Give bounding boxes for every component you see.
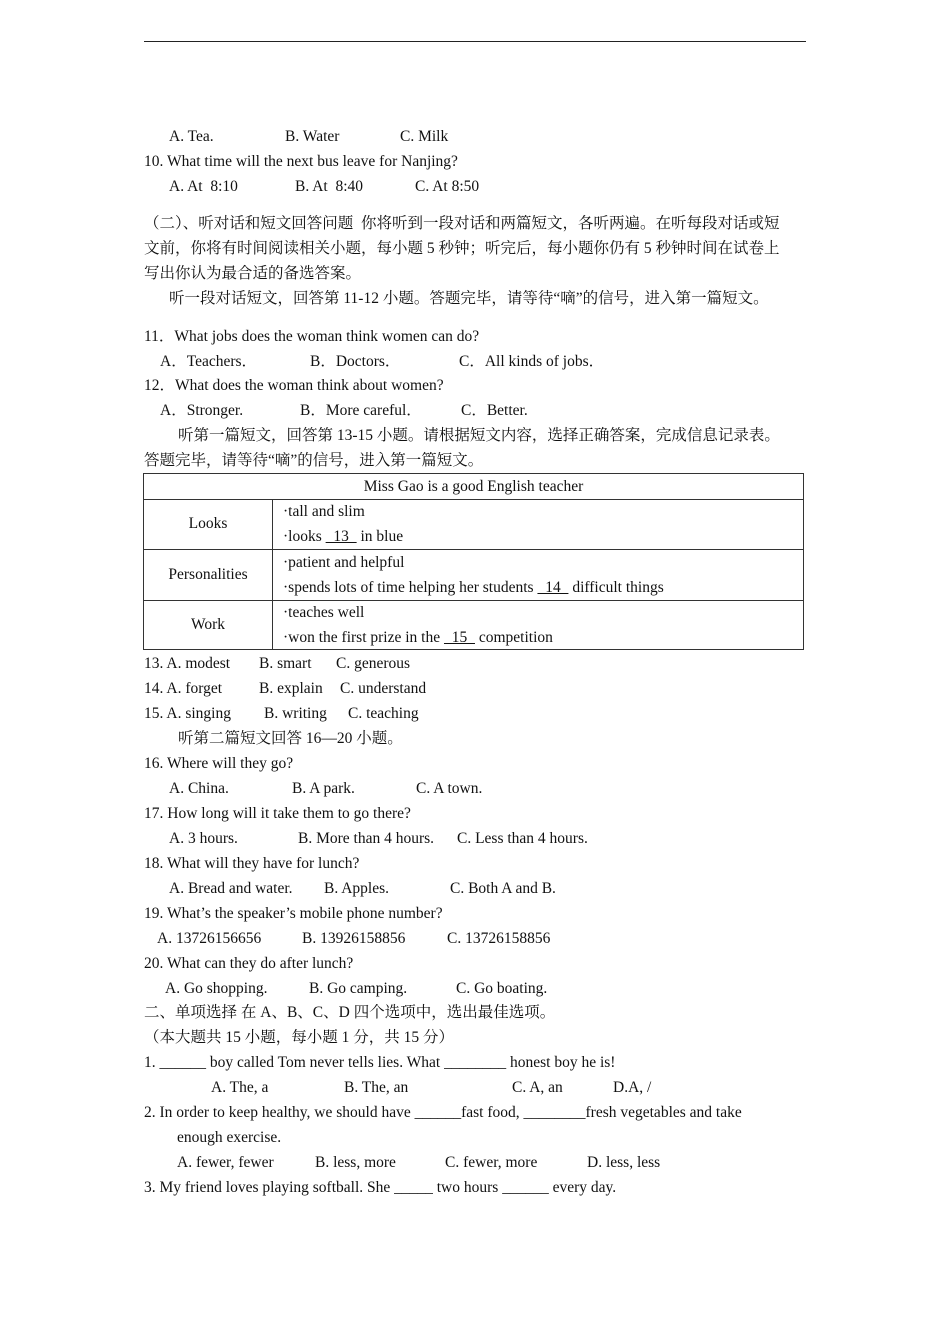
q17-stem: 17. How long will it take them to go there? [144,805,411,822]
q14-option-c: C. understand [340,680,427,697]
mc3-stem: 3. My friend loves playing softball. She _____ two hours ______ every day. [144,1179,617,1196]
table-row-looks-line2: ·looks 13 in blue [283,528,404,545]
q16-option-c: C. A town. [416,780,483,797]
q13-option-b: B. smart [259,655,312,672]
section2-instruction-line2: 文前，你将有时间阅读相关小题，每小题 5 秒钟；听完后，每小题你仍有 5 秒钟时间在试卷上 [144,240,780,257]
q9-option-c: C. Milk [400,128,449,145]
q11-option-c: C．All kinds of jobs． [459,353,605,370]
q17-option-a: A. 3 hours. [169,830,238,847]
table-title: Miss Gao is a good English teacher [363,478,584,495]
q10-option-b: B. At 8:40 [295,178,364,195]
passage1-intro-line1: 听第一篇短文，回答第 13-15 小题。请根据短文内容，选择正确答案，完成信息记录表。 [178,427,780,444]
q15-option-c: C. teaching [348,705,419,722]
q9-option-b: B. Water [285,128,340,145]
part2-note: （本大题共 15 小题，每小题 1 分，共 15 分） [144,1029,455,1046]
mc1-option-c: C. A, an [512,1079,563,1096]
q20-stem: 20. What can they do after lunch? [144,955,354,972]
q18-option-b: B. Apples. [324,880,390,897]
header-rule [144,41,806,42]
q12-option-b: B．More careful． [300,402,422,419]
passage2-intro: 听第二篇短文回答 16—20 小题。 [178,730,403,747]
table-row-work-line1: ·teaches well [283,604,365,621]
mc1-option-d: D.A, / [613,1079,652,1096]
table-row-looks-line1: ·tall and slim [283,503,365,520]
mc1-stem: 1. ______ boy called Tom never tells lies. What ________ honest boy he is! [144,1054,616,1071]
mc2-stem-line1: 2. In order to keep healthy, we should have ______fast food, ________fresh vegetables and take [144,1104,742,1121]
q16-stem: 16. Where will they go? [144,755,294,772]
q19-stem: 19. What’s the speaker’s mobile phone number? [144,905,443,922]
mc2-stem-line2: enough exercise. [177,1129,282,1146]
q16-option-b: B. A park. [292,780,355,797]
q14-option-a: 14. A. forget [144,680,223,697]
table-row-label-looks: Looks [188,515,228,532]
dialog-intro: 听一段对话短文，回答第 11-12 小题。答题完毕，请等待“嘀”的信号，进入第一篇短文。 [169,290,769,307]
q10-option-c: C. At 8:50 [415,178,480,195]
q12-stem: 12．What does the woman think about women? [144,377,444,394]
q12-option-a: A．Stronger. [160,402,244,419]
q18-option-c: C. Both A and B. [450,880,556,897]
mc2-option-a: A. fewer, fewer [177,1154,274,1171]
q15-option-b: B. writing [264,705,327,722]
mc2-option-b: B. less, more [315,1154,396,1171]
section2-instruction-line3: 写出你认为最合适的备选答案。 [144,265,362,282]
q17-option-c: C. Less than 4 hours. [457,830,588,847]
table-row-personalities-line1: ·patient and helpful [283,554,405,571]
q14-option-b: B. explain [259,680,323,697]
q12-option-c: C．Better. [461,402,528,419]
q11-option-a: A．Teachers． [160,353,258,370]
blank-13: 13 [325,528,357,545]
q15-option-a: 15. A. singing [144,705,231,722]
q10-option-a: A. At 8:10 [169,178,238,195]
q20-option-a: A. Go shopping. [165,980,268,997]
q19-option-b: B. 13926158856 [302,930,406,947]
q20-option-b: B. Go camping. [309,980,408,997]
section2-instruction-line1: （二）、听对话和短文回答问题 你将听到一段对话和两篇短文，各听两遍。在听每段对话或短 [144,215,780,232]
q13-option-c: C. generous [336,655,411,672]
info-record-table [143,473,804,650]
passage1-intro-line2: 答题完毕，请等待“嘀”的信号，进入第一篇短文。 [144,452,484,469]
mc1-option-a: A. The, a [211,1079,269,1096]
mc1-option-b: B. The, an [344,1079,409,1096]
table-row-work-line2: ·won the first prize in the 15 competition [283,629,553,646]
q11-option-b: B．Doctors． [310,353,401,370]
q20-option-c: C. Go boating. [456,980,548,997]
q18-stem: 18. What will they have for lunch? [144,855,360,872]
q19-option-a: A. 13726156656 [157,930,262,947]
q19-option-c: C. 13726158856 [447,930,551,947]
q9-option-a: A. Tea. [169,128,214,145]
table-row-label-personalities: Personalities [168,566,248,583]
table-row-personalities-line2: ·spends lots of time helping her students 14 difficult things [283,579,664,596]
blank-14: 14 [537,579,569,596]
table-column-divider [272,499,273,649]
q10-stem: 10. What time will the next bus leave for Nanjing? [144,153,458,170]
mc2-option-c: C. fewer, more [445,1154,538,1171]
q16-option-a: A. China. [169,780,229,797]
q11-stem: 11．What jobs does the woman think women can do? [144,328,480,345]
mc2-option-d: D. less, less [587,1154,661,1171]
q17-option-b: B. More than 4 hours. [298,830,435,847]
q18-option-a: A. Bread and water. [169,880,293,897]
blank-15: 15 [443,629,475,646]
part2-title: 二、单项选择 在 A、B、C、D 四个选项中，选出最佳选项。 [144,1004,556,1021]
table-row-label-work: Work [190,616,226,633]
q13-option-a: 13. A. modest [144,655,231,672]
